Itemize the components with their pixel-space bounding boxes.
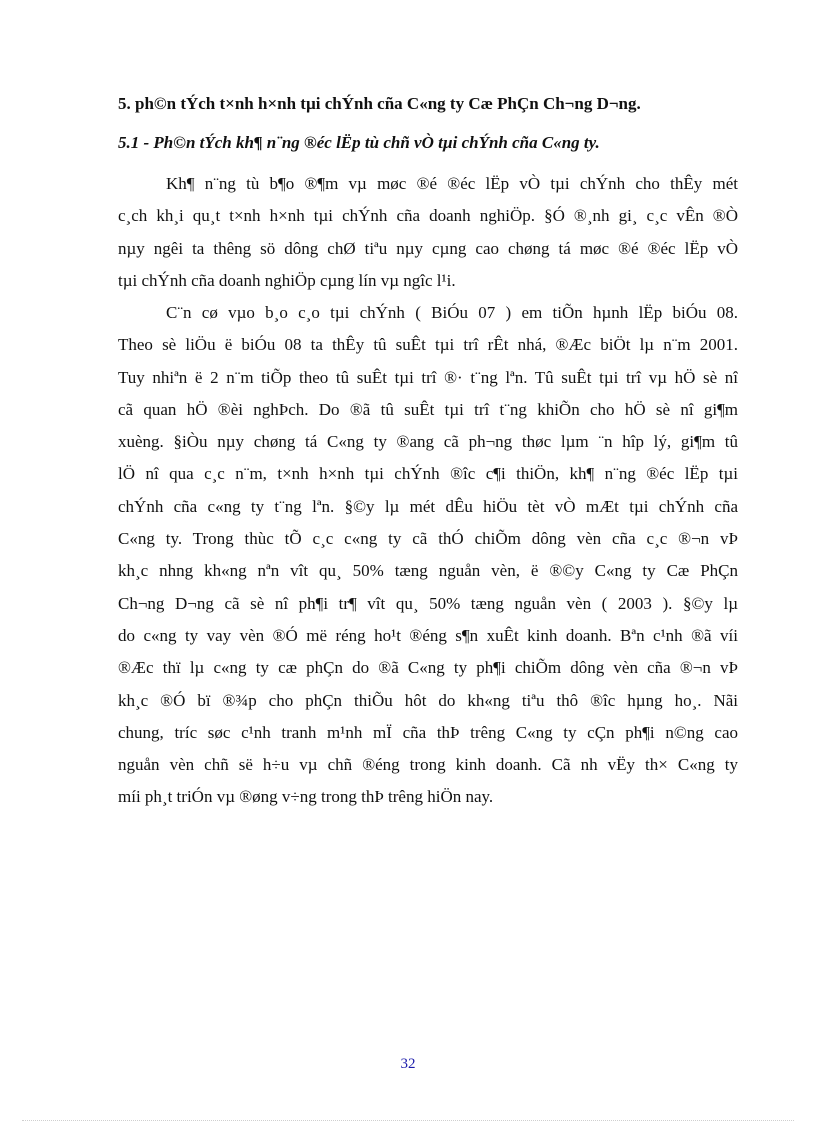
text-line: nguån vèn chñ së h÷u vµ chñ ®éng trong kinh doanh. Cã nh vËy th× C«ng ty	[118, 755, 738, 775]
text-line: tµi chÝnh cña doanh nghiÖp cµng lín vµ ngîc l¹i.	[118, 270, 456, 290]
text-line: c¸ch kh¸i qu¸t t×nh h×nh tµi chÝnh cña doanh nghiÖp. §Ó ®¸nh gi¸ c¸c vÊn ®Ò	[118, 206, 738, 226]
subsection-heading: 5.1 - Ph©n tÝch kh¶ n¨ng ®éc lËp tù chñ vÒ tµi chÝnh cña C«ng ty.	[118, 133, 600, 152]
paragraph-1	[118, 168, 738, 297]
page-bottom-divider	[22, 1120, 794, 1121]
text-line: xuèng. §iÒu nµy chøng tá C«ng ty ®ang cã ph¬ng thøc lµm ¨n hîp lý, gi¶m tû	[118, 432, 738, 452]
text-line: chung, tríc søc c¹nh tranh m¹nh mÏ cña thÞ trêng C«ng ty cÇn ph¶i n©ng cao	[118, 722, 738, 742]
text-line: C¨n cø vµo b¸o c¸o tµi chÝnh ( BiÓu 07 ) em tiÕn hµnh lËp biÓu 08.	[166, 303, 738, 322]
section-heading: 5. ph©n tÝch t×nh h×nh tµi chÝnh cña C«ng ty Cæ PhÇn Ch¬ng D¬ng.	[118, 94, 641, 113]
page-number: 32	[400, 1056, 416, 1072]
text-line: nµy ngêi ta thêng sö dông chØ tiªu nµy cµng cao chøng tá møc ®é ®éc lËp vÒ	[118, 238, 738, 258]
text-line: kh¸c ®Ó bï ®¾p cho phÇn thiÕu hôt do kh«ng tiªu thô ®îc hµng ho¸. Nãi	[118, 690, 738, 710]
text-line: Theo sè liÖu ë biÓu 08 ta thÊy tû suÊt tµi trî rÊt nhá, ®Æc biÖt lµ n¨m 2001.	[118, 335, 738, 355]
text-line: chÝnh cña c«ng ty t¨ng lªn. §©y lµ mét dÊu hiÖu tèt vÒ mÆt tµi chÝnh cña	[118, 496, 738, 516]
text-line: míi ph¸t triÓn vµ ®øng v÷ng trong thÞ trêng hiÖn nay.	[118, 787, 494, 807]
text-line: kh¸c nhng kh«ng nªn vît qu¸ 50% tæng nguån vèn, ë ®©y C«ng ty Cæ PhÇn	[118, 561, 738, 581]
text-line: lÖ nî qua c¸c n¨m, t×nh h×nh tµi chÝnh ®îc c¶i thiÖn, kh¶ n¨ng ®éc lËp tµi	[118, 464, 738, 484]
paragraph-2	[118, 297, 738, 814]
text-line: ®Æc thï lµ c«ng ty cæ phÇn do ®ã C«ng ty ph¶i chiÕm dông vèn cña ®¬n vÞ	[118, 658, 738, 678]
text-line: cã quan hÖ ®èi nghÞch. Do ®ã tû suÊt tµi trî t¨ng khiÕn cho hÖ sè nî gi¶m	[118, 399, 738, 419]
text-line: Ch¬ng D¬ng cã sè nî ph¶i tr¶ vît qu¸ 50% tæng nguån vèn ( 2003 ). §©y lµ	[118, 593, 738, 613]
text-line: Tuy nhiªn ë 2 n¨m tiÕp theo tû suÊt tµi trî ®· t¨ng lªn. Tû suÊt tµi trî vµ hÖ sè nî	[118, 367, 738, 387]
text-line: do c«ng ty vay vèn ®Ó më réng ho¹t ®éng s¶n xuÊt kinh doanh. Bªn c¹nh ®ã víi	[118, 625, 738, 645]
text-line: Kh¶ n¨ng tù b¶o ®¶m vµ møc ®é ®éc lËp vÒ tµi chÝnh cho thÊy mét	[166, 174, 738, 193]
text-line: C«ng ty. Trong thùc tÕ c¸c c«ng ty cã thÓ chiÕm dông vèn cña c¸c ®¬n vÞ	[118, 529, 738, 549]
